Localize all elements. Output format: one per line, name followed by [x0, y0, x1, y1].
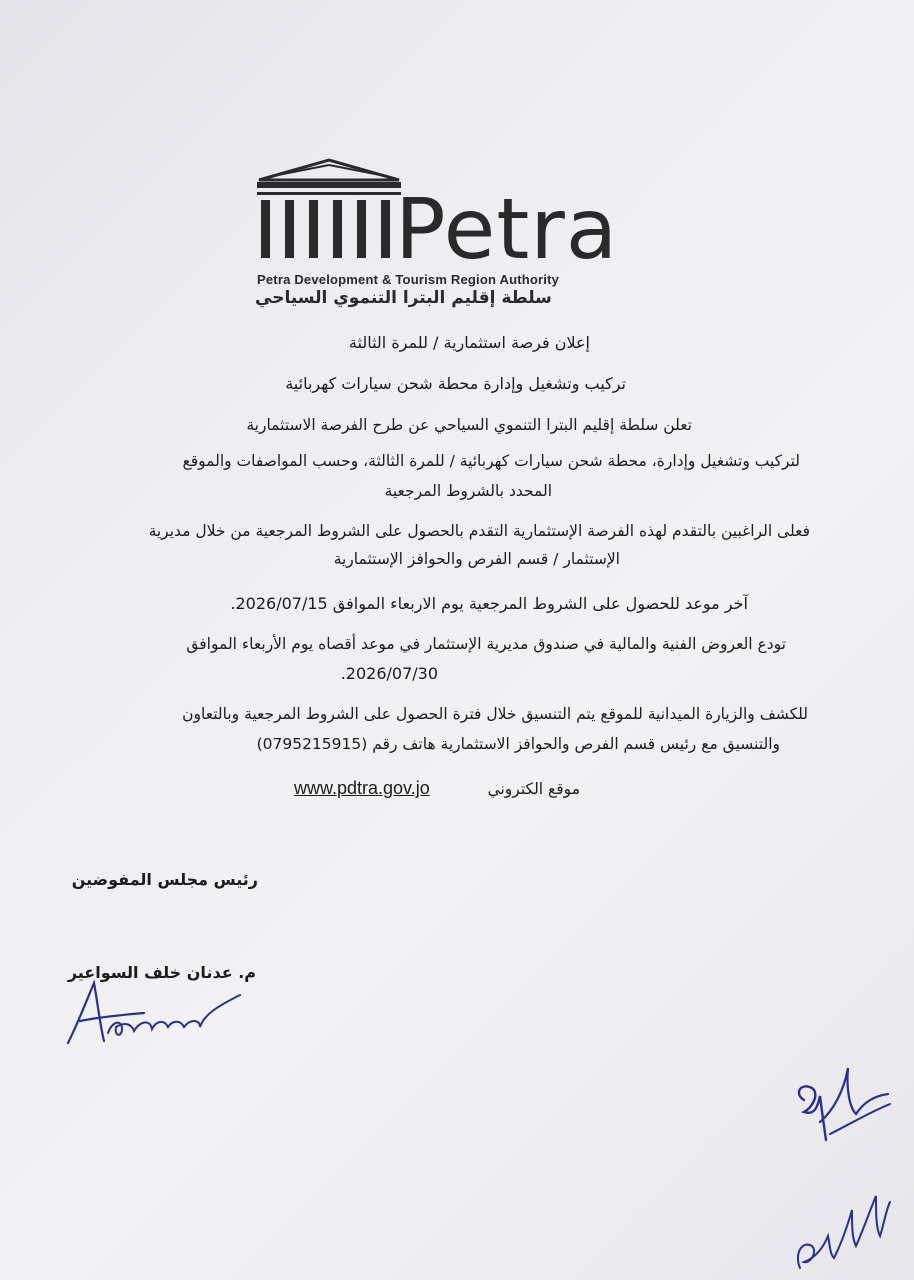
website-link[interactable]: www.pdtra.gov.jo — [294, 778, 430, 798]
signatory-position: رئيس مجلس المفوضين — [71, 870, 258, 889]
announcement-subject: تركيب وتشغيل وإدارة محطة شحن سيارات كهربائية — [285, 374, 626, 393]
announcement-paragraph-1: تعلن سلطة إقليم البترا التنموي السياحي عن طرح الفرصة الاستثمارية — [246, 416, 692, 434]
announcement-paragraph-3-line-2: الإستثمار / قسم الفرص والحوافز الإستثمارية — [333, 550, 620, 568]
signatory-name: م. عدنان خلف السواعير — [67, 963, 256, 982]
approval-initials-signature — [790, 1060, 900, 1160]
petra-wordmark: Petra — [395, 180, 619, 268]
announcement-paragraph-6-line-1: للكشف والزيارة الميدانية للموقع يتم التنسيق خلال فترة الحصول على الشروط المرجعية وبالتعاون — [182, 705, 808, 723]
announcement-title: إعلان فرصة استثمارية / للمرة الثالثة — [348, 333, 590, 352]
margin-initials-signature — [790, 1180, 900, 1275]
announcement-paragraph-2-line-2: المحدد بالشروط المرجعية — [384, 482, 552, 500]
announcement-paragraph-6-line-2: والتنسيق مع رئيس قسم الفرص والحوافز الاستثمارية هاتف رقم (0795215915) — [256, 735, 780, 753]
announcement-deadline-terms: آخر موعد للحصول على الشروط المرجعية يوم الاربعاء الموافق 2026/07/15. — [230, 594, 748, 613]
temple-columns-icon — [255, 158, 625, 268]
chairman-signature — [60, 975, 260, 1050]
announcement-paragraph-3-line-1: فعلى الراغبين بالتقدم لهذه الفرصة الإستثمارية التقدم بالحصول على الشروط المرجعية من خلال مديرية — [148, 522, 810, 540]
website-label: موقع الكتروني — [487, 780, 580, 798]
announcement-paragraph-2-line-1: لتركيب وتشغيل وإدارة، محطة شحن سيارات كهربائية / للمرة الثالثة، وحسب المواصفات والموقع — [182, 452, 800, 470]
announcement-paragraph-5-line-1: تودع العروض الفنية والمالية في صندوق مديرية الإستثمار في موعد أقصاه يوم الأربعاء الموافق — [186, 635, 786, 653]
authority-english-name: Petra Development & Tourism Region Authority — [257, 272, 560, 287]
authority-arabic-name: سلطة إقليم البترا التنموي السياحي — [255, 288, 552, 308]
petra-logo — [255, 158, 625, 308]
announcement-deadline-submission: 2026/07/30. — [340, 664, 438, 683]
